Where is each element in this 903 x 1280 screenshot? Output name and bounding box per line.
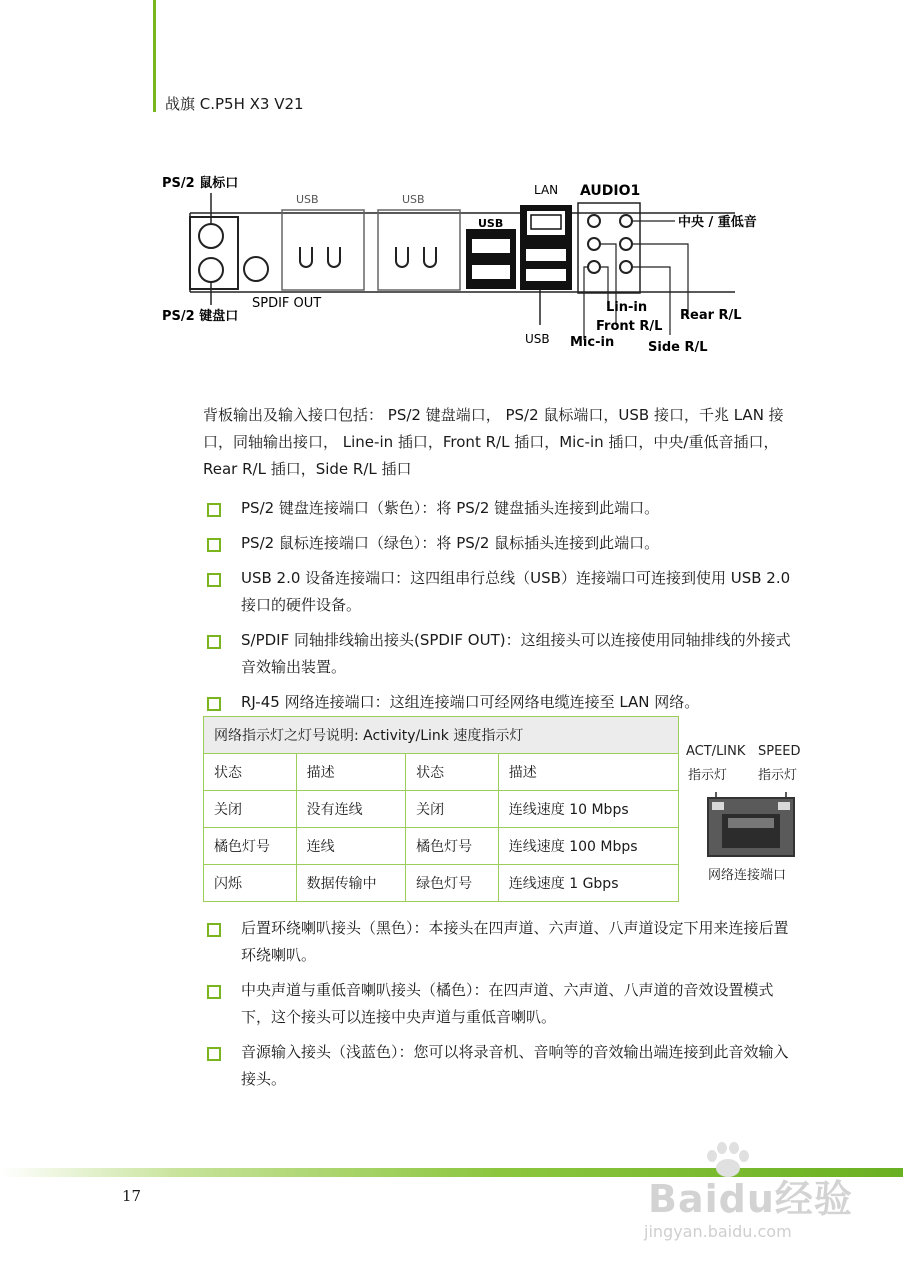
baidu-watermark xyxy=(640,1140,880,1260)
list-item xyxy=(203,977,803,1031)
table-cell: 连线速度 100 Mbps xyxy=(498,828,678,865)
audio-jack-3 xyxy=(588,261,600,273)
audio-jack-1 xyxy=(588,215,600,227)
label-lan: LAN xyxy=(534,183,559,197)
usb-port-1 xyxy=(282,210,364,290)
label-front: Front R/L xyxy=(596,319,663,334)
table-cell: 连线速度 1 Gbps xyxy=(498,865,678,902)
label-line-in: Lin-in xyxy=(606,300,648,315)
table-row xyxy=(204,791,679,828)
ps2-mouse-port xyxy=(199,224,223,248)
label-center-sub: 中央 / 重低音 xyxy=(678,215,757,230)
list-item xyxy=(203,495,803,522)
bullet-text: 音源输入接头（浅蓝色）：您可以将录音机、音响等的音效输出端连接到此音效输入接头。 xyxy=(241,1043,789,1088)
table-cell: 橘色灯号 xyxy=(406,828,499,865)
label-ps2-keyboard: PS/2 键盘口 xyxy=(162,309,239,324)
list-item xyxy=(203,1039,803,1093)
lan-port-caption: 网络连接端口 xyxy=(708,868,787,883)
back-panel-diagram xyxy=(150,165,790,390)
checkbox-bullet-icon xyxy=(207,697,221,711)
table-header-cell: 描述 xyxy=(296,754,405,791)
ps2-port-block xyxy=(190,217,238,289)
audio-jack-2 xyxy=(588,238,600,250)
audio-jack-5 xyxy=(620,238,632,250)
table-title: 网络指示灯之灯号说明: Activity/Link 速度指示灯 xyxy=(204,717,679,754)
table-cell: 连线 xyxy=(296,828,405,865)
label-side: Side R/L xyxy=(648,340,708,355)
page-header-title: 战旗 C.P5H X3 V21 xyxy=(165,95,304,113)
table-cell: 绿色灯号 xyxy=(406,865,499,902)
page-number: 17 xyxy=(122,1187,142,1205)
list-item xyxy=(203,530,803,557)
led-status-table xyxy=(203,716,679,902)
label-audio1: AUDIO1 xyxy=(580,183,641,199)
table-header-row xyxy=(204,754,679,791)
lan-port-illustration xyxy=(686,744,806,884)
ps2-keyboard-port xyxy=(199,258,223,282)
bullet-text: 后置环绕喇叭接头（黑色）：本接头在四声道、六声道、八声道设定下用来连接后置环绕喇叭。 xyxy=(241,919,789,964)
checkbox-bullet-icon xyxy=(207,503,221,517)
table-cell: 闪烁 xyxy=(204,865,297,902)
checkbox-bullet-icon xyxy=(207,923,221,937)
label-mic-in: Mic-in xyxy=(570,335,615,350)
label-speed: SPEED xyxy=(758,744,801,759)
table-cell: 橘色灯号 xyxy=(204,828,297,865)
bullet-list-top xyxy=(203,495,803,724)
audio-jack-6 xyxy=(620,261,632,273)
watermark-url: jingyan.baidu.com xyxy=(644,1222,792,1241)
list-item xyxy=(203,627,803,681)
usb-stack-left xyxy=(466,229,516,289)
intro-paragraph: 背板输出及输入接口包括： PS/2 键盘端口， PS/2 鼠标端口，USB 接口，千兆 LAN 接口，同轴输出接口， Line-in 插口，Front R/L 插口，Mic-in 插口，中央/重低音插口，Rear R/L 插口，Side R/L 插口 xyxy=(203,406,784,478)
bullet-text: PS/2 键盘连接端口（紫色）：将 PS/2 键盘插头连接到此端口。 xyxy=(241,499,660,517)
bullet-text: PS/2 鼠标连接端口（绿色）：将 PS/2 鼠标插头连接到此端口。 xyxy=(241,534,660,552)
table-header-cell: 状态 xyxy=(204,754,297,791)
checkbox-bullet-icon xyxy=(207,573,221,587)
bullet-text: S/PDIF 同轴排线输出接头(SPDIF OUT)：这组接头可以连接使用同轴排线的外接式音效输出装置。 xyxy=(241,631,791,676)
table-cell: 数据传输中 xyxy=(296,865,405,902)
label-right-indicator: 指示灯 xyxy=(758,768,798,783)
label-usb-1: USB xyxy=(296,193,319,206)
bullet-list-bottom xyxy=(203,915,803,1101)
table-header-cell: 状态 xyxy=(406,754,499,791)
watermark-brand: Baidu经验 xyxy=(648,1177,853,1221)
label-left-indicator: 指示灯 xyxy=(688,768,728,783)
usb-port-2 xyxy=(378,210,460,290)
table-cell: 连线速度 10 Mbps xyxy=(498,791,678,828)
list-item xyxy=(203,565,803,619)
table-row xyxy=(204,865,679,902)
label-usb-bottom: USB xyxy=(525,332,550,346)
label-spdif-out: SPDIF OUT xyxy=(252,296,322,311)
audio-jack-4 xyxy=(620,215,632,227)
table-cell: 关闭 xyxy=(406,791,499,828)
label-ps2-mouse: PS/2 鼠标口 xyxy=(162,176,239,191)
bullet-text: 中央声道与重低音喇叭接头（橘色）：在四声道、六声道、八声道的音效设置模式下，这个接头可以连接中央声道与重低音喇叭。 xyxy=(241,981,774,1026)
table-cell: 关闭 xyxy=(204,791,297,828)
label-usb-3: USB xyxy=(478,217,504,230)
checkbox-bullet-icon xyxy=(207,635,221,649)
bullet-text: USB 2.0 设备连接端口：这四组串行总线（USB）连接端口可连接到使用 USB 2.0 接口的硬件设备。 xyxy=(241,569,791,614)
checkbox-bullet-icon xyxy=(207,1047,221,1061)
table-cell: 没有连线 xyxy=(296,791,405,828)
spdif-port xyxy=(244,257,268,281)
rj45-port-icon xyxy=(706,792,796,858)
table-row xyxy=(204,828,679,865)
bullet-text: RJ-45 网络连接端口：这组连接端口可经网络电缆连接至 LAN 网络。 xyxy=(241,693,700,711)
checkbox-bullet-icon xyxy=(207,985,221,999)
label-act-link: ACT/LINK xyxy=(686,744,746,759)
list-item xyxy=(203,689,803,716)
header-accent-line xyxy=(153,0,156,112)
label-usb-2: USB xyxy=(402,193,425,206)
table-header-cell: 描述 xyxy=(498,754,678,791)
checkbox-bullet-icon xyxy=(207,538,221,552)
label-rear: Rear R/L xyxy=(680,308,742,323)
list-item xyxy=(203,915,803,969)
